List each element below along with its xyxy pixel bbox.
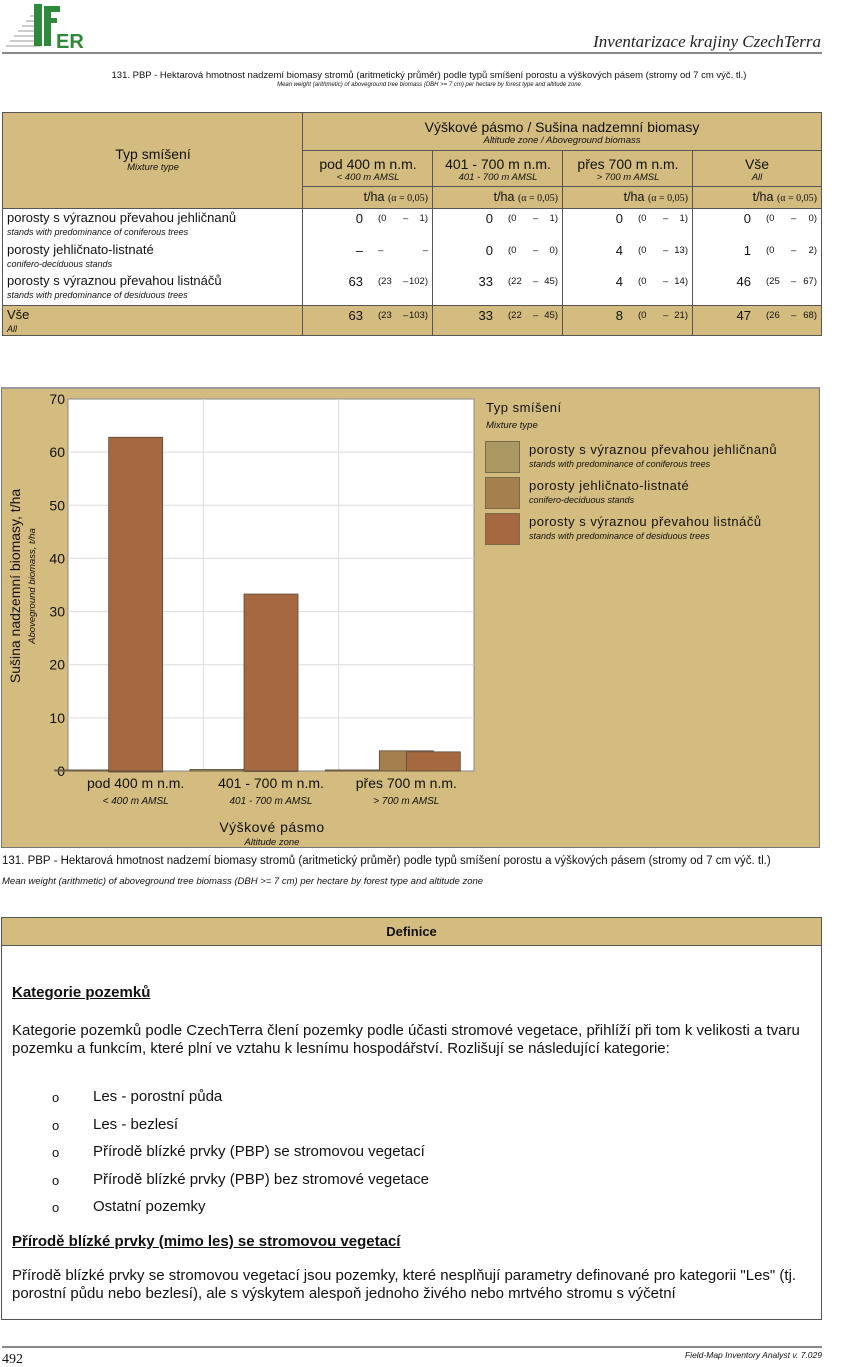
- ci-high: 1): [679, 213, 688, 224]
- legend-label-en: stands with predominance of desiduous trees: [529, 531, 710, 541]
- ci-high: 45): [544, 310, 558, 321]
- bar: [244, 594, 298, 771]
- row-label-cell: [3, 209, 303, 241]
- ci-low: –: [378, 245, 384, 256]
- column-header-en: < 400 m AMSL: [336, 172, 400, 183]
- x-tick-label: přes 700 m n.m.: [355, 775, 457, 791]
- data-table: [2, 112, 822, 336]
- row-label-cell: [3, 272, 303, 305]
- y-tick-label: 10: [49, 709, 65, 726]
- bar: [55, 770, 109, 771]
- unit-cell-3: [693, 187, 821, 209]
- ci-high: 21): [674, 310, 688, 321]
- ci-high: 103): [408, 310, 428, 321]
- alpha-label: (α = 0,05): [387, 193, 428, 204]
- unit-label: t/ha: [752, 190, 774, 204]
- row-label-cell: [3, 241, 303, 272]
- table-cell: [303, 306, 433, 336]
- cell-value: 63: [348, 308, 363, 323]
- alpha-label: (α = 0,05): [647, 193, 688, 204]
- page-number: 492: [2, 1352, 23, 1367]
- ci-dash: –: [403, 276, 409, 287]
- header-title: Inventarizace krajiny CzechTerra: [593, 32, 821, 51]
- ci-low: (0: [638, 213, 647, 224]
- x-tick-label: pod 400 m n.m.: [87, 775, 185, 791]
- ci-low: (23: [378, 276, 392, 287]
- ci-dash: –: [663, 276, 669, 287]
- cell-value: 33: [478, 274, 493, 289]
- cell-value: 0: [743, 211, 751, 226]
- ci-high: 102): [408, 276, 428, 287]
- column-header-cz: přes 700 m n.m.: [577, 156, 679, 172]
- table-row: [3, 209, 821, 241]
- table-cell: [303, 272, 433, 305]
- cell-value: 4: [615, 243, 623, 258]
- ci-dash: –: [533, 310, 539, 321]
- legend-swatch: [485, 513, 520, 545]
- list-item: Les - porostní půda: [93, 1088, 223, 1105]
- list-item: Přírodě blízké prvky (PBP) se stromovou vegetací: [93, 1143, 425, 1160]
- table-cell: [303, 209, 433, 241]
- ci-low: (0: [766, 245, 775, 256]
- ci-high: 0): [808, 213, 817, 224]
- column-header-cz: 401 - 700 m n.m.: [445, 156, 551, 172]
- table-cell: [563, 306, 693, 336]
- table-row: [3, 241, 821, 272]
- legend-label: porosty s výraznou převahou listnáčů: [529, 514, 762, 529]
- cell-value: 63: [348, 274, 363, 289]
- list-bullet: o: [52, 1090, 60, 1105]
- group-header-en: Altitude zone / Aboveground biomass: [483, 135, 641, 146]
- column-header-cz: pod 400 m n.m.: [319, 156, 417, 172]
- cell-value: 0: [355, 211, 363, 226]
- table-cell: [563, 272, 693, 305]
- ifer-logo: [4, 2, 92, 50]
- table-cell: [433, 209, 563, 241]
- alpha-label: (α = 0,05): [517, 193, 558, 204]
- column-header-1: [433, 151, 563, 187]
- row-label-en: conifero-deciduous stands: [7, 259, 113, 269]
- ci-high: 2): [808, 245, 817, 256]
- table-cell: [563, 209, 693, 241]
- y-axis-title-en: Aboveground biomass, t/ha: [27, 528, 38, 644]
- cell-value: 0: [485, 211, 493, 226]
- row-label: porosty s výraznou převahou listnáčů: [7, 273, 222, 288]
- ci-dash: –: [533, 245, 539, 256]
- bar: [190, 769, 244, 771]
- bar: [325, 770, 379, 771]
- list-bullet: o: [52, 1172, 60, 1188]
- legend-label: porosty s výraznou převahou jehličnanů: [529, 442, 778, 457]
- table-cell: [303, 241, 433, 272]
- row-label-en: stands with predominance of desiduous trees: [7, 290, 188, 300]
- ci-dash: –: [791, 213, 797, 224]
- alpha-label: (α = 0,05): [776, 193, 817, 204]
- row-label-cell: [3, 306, 303, 336]
- definition-heading-land-categories: Kategorie pozemků: [12, 984, 151, 1001]
- ci-low: (23: [378, 310, 392, 321]
- cell-value: 8: [615, 308, 623, 323]
- ci-low: (0: [638, 310, 647, 321]
- ci-high: 1): [549, 213, 558, 224]
- definition-heading-pbp: Přírodě blízké prvky (mimo les) se stromovou vegetací: [12, 1233, 401, 1250]
- row-label: porosty jehličnato-listnaté: [7, 242, 154, 257]
- table-row: [3, 272, 821, 305]
- unit-label: t/ha: [623, 190, 645, 204]
- chart-panel: [1, 387, 820, 848]
- header-divider: [2, 52, 822, 54]
- cell-value: 0: [485, 243, 493, 258]
- cell-value: 46: [736, 274, 751, 289]
- row-header-cz: Typ smíšení: [115, 146, 191, 162]
- ci-low: (0: [766, 213, 775, 224]
- ci-dash: –: [791, 276, 797, 287]
- ci-high: 68): [803, 310, 817, 321]
- ci-dash: –: [403, 213, 409, 224]
- ci-high: 45): [544, 276, 558, 287]
- definition-box: [1, 917, 822, 1320]
- ci-dash: –: [663, 310, 669, 321]
- ci-high: –: [422, 245, 428, 256]
- definition-paragraph-1: Kategorie pozemků podle CzechTerra člení pozemky podle účasti stromové vegetace, přihlíží při tom k velikosti a tvaru pozemku a funkcím, které plní ve vztahu k lesnímu hospodářství. Rozlišují se následující kategorie:: [12, 1022, 800, 1057]
- ci-high: 1): [419, 213, 428, 224]
- ci-low: (0: [508, 245, 517, 256]
- legend-title-en: Mixture type: [486, 420, 538, 431]
- table-cell: [693, 272, 821, 305]
- ci-dash: –: [533, 213, 539, 224]
- y-tick-label: 40: [49, 550, 65, 567]
- table-cell: [433, 241, 563, 272]
- x-axis-title-en: Altitude zone: [244, 837, 300, 847]
- row-label-en: All: [7, 324, 18, 334]
- unit-cell-0: [303, 187, 433, 209]
- row-label-en: stands with predominance of coniferous trees: [7, 227, 189, 237]
- definition-paragraph-2: Přírodě blízké prvky se stromovou vegetací jsou pozemky, které nesplňují parametry definované pro kategorii "Les" (tj. porostní půdu nebo bezlesí), ale s výskytem alespoň jednoho živého nebo mrtvého stromu s výčetní: [12, 1267, 797, 1302]
- ci-dash: –: [663, 213, 669, 224]
- column-header-cz: Vše: [744, 156, 770, 172]
- table-cell: [563, 241, 693, 272]
- ci-high: 0): [549, 245, 558, 256]
- unit-cell-1: [433, 187, 563, 209]
- y-tick-label: 60: [49, 444, 65, 461]
- cell-value: 4: [615, 274, 623, 289]
- legend-label-en: stands with predominance of coniferous trees: [529, 459, 711, 469]
- bar-chart: [2, 389, 819, 847]
- row-header-cell: [3, 113, 303, 209]
- column-header-2: [563, 151, 693, 187]
- svg-text:ER: ER: [56, 31, 84, 50]
- column-header-0: [303, 151, 433, 187]
- bar: [109, 437, 163, 771]
- y-tick-label: 20: [49, 656, 65, 673]
- x-axis-title: Výškové pásmo: [219, 819, 325, 835]
- legend-label: porosty jehličnato-listnaté: [529, 478, 690, 493]
- x-tick-label: 401 - 700 m n.m.: [218, 775, 324, 791]
- column-header-en: 401 - 700 m AMSL: [458, 172, 538, 183]
- table-cell: [433, 272, 563, 305]
- table-subtitle: Mean weight (arithmetic) of aboveground tree biomass (DBH >= 7 cm) per hectare by forest type and altitude zone: [277, 82, 581, 88]
- legend-swatch: [485, 441, 520, 473]
- cell-value: 1: [743, 243, 751, 258]
- column-header-en: > 700 m AMSL: [596, 172, 660, 183]
- chart-caption-en: Mean weight (arithmetic) of aboveground tree biomass (DBH >= 7 cm) per hectare by forest type and altitude zone: [2, 876, 484, 887]
- table-cell: [433, 306, 563, 336]
- ci-low: (0: [378, 213, 387, 224]
- cell-value: 33: [478, 308, 493, 323]
- unit-label: t/ha: [363, 190, 385, 204]
- table-cell: [693, 209, 821, 241]
- list-bullet: o: [52, 1200, 60, 1215]
- list-item: Přírodě blízké prvky (PBP) bez stromové vegetace: [93, 1170, 429, 1188]
- legend-title: Typ smíšení: [486, 400, 562, 415]
- table-title: 131. PBP - Hektarová hmotnost nadzemí biomasy stromů (aritmetický průměr) podle typů smíšení porostu a výškových pásem (stromy od 7 cm výč. tl.): [111, 70, 747, 81]
- x-tick-label-en: > 700 m AMSL: [373, 796, 440, 807]
- group-header-cz: Výškové pásmo / Sušina nadzemní biomasy: [424, 119, 700, 135]
- ci-low: (26: [766, 310, 780, 321]
- y-tick-label: 30: [49, 603, 65, 620]
- x-tick-label-en: 401 - 700 m AMSL: [229, 796, 313, 807]
- list-item: Les - bezlesí: [93, 1115, 179, 1133]
- unit-label: t/ha: [493, 190, 515, 204]
- unit-cell-2: [563, 187, 693, 209]
- legend-swatch: [485, 477, 520, 509]
- chart-caption: 131. PBP - Hektarová hmotnost nadzemí biomasy stromů (aritmetický průměr) podle typů smíšení porostu a výškových pásem (stromy od 7 cm výč. tl.): [2, 855, 771, 867]
- list-bullet: o: [52, 1117, 60, 1133]
- row-label: Vše: [7, 307, 30, 322]
- group-header-cell: [303, 113, 821, 151]
- y-tick-label: 50: [49, 497, 65, 514]
- table-row-total: [3, 305, 821, 335]
- table-cell: [693, 306, 821, 336]
- cell-value: 47: [736, 308, 751, 323]
- ci-high: 14): [674, 276, 688, 287]
- cell-value: 0: [615, 211, 623, 226]
- row-header-en: Mixture type: [127, 162, 179, 173]
- ci-low: (0: [508, 213, 517, 224]
- ci-low: (22: [508, 310, 522, 321]
- cell-value: –: [355, 243, 363, 258]
- ci-dash: –: [663, 245, 669, 256]
- ci-high: 67): [803, 276, 817, 287]
- y-tick-label: 70: [49, 391, 65, 407]
- ci-dash: –: [791, 310, 797, 321]
- y-axis-title: Sušina nadzemní biomasy, t/ha: [7, 488, 23, 684]
- column-header-en: All: [751, 172, 763, 183]
- ci-low: (25: [766, 276, 780, 287]
- table-cell: [693, 241, 821, 272]
- bar: [406, 752, 460, 771]
- footer-divider: [2, 1346, 822, 1348]
- ci-high: 13): [674, 245, 688, 256]
- column-header-3: [693, 151, 821, 187]
- ci-dash: –: [403, 310, 409, 321]
- ci-dash: –: [533, 276, 539, 287]
- ci-low: (22: [508, 276, 522, 287]
- list-item: Ostatní pozemky: [93, 1198, 206, 1215]
- ci-low: (0: [638, 276, 647, 287]
- x-tick-label-en: < 400 m AMSL: [102, 796, 169, 807]
- ci-dash: –: [791, 245, 797, 256]
- list-bullet: o: [52, 1145, 60, 1160]
- footer-app-name: Field-Map Inventory Analyst v. 7.029: [684, 1350, 822, 1360]
- legend-label-en: conifero-deciduous stands: [529, 495, 635, 505]
- row-label: porosty s výraznou převahou jehličnanů: [7, 210, 237, 225]
- definition-header: Definice: [2, 918, 821, 946]
- ci-low: (0: [638, 245, 647, 256]
